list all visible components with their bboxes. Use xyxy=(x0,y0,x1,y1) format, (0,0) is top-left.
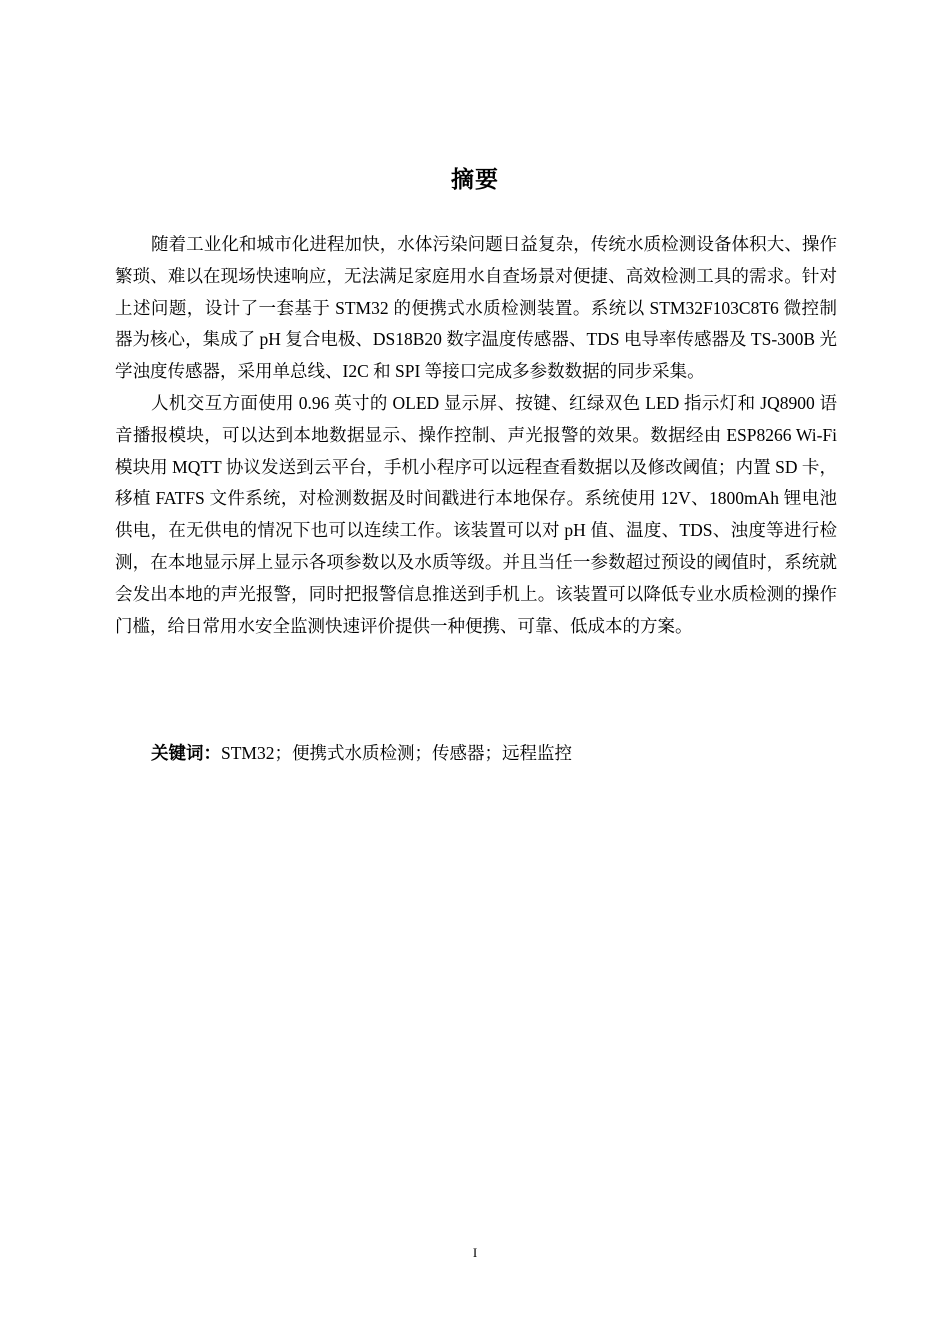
keywords-label: 关键词： xyxy=(151,744,221,764)
abstract-paragraph-2: 人机交互方面使用 0.96 英寸的 OLED 显示屏、按键、红绿双色 LED 指示灯和 JQ8900 语音播报模块，可以达到本地数据显示、操作控制、声光报警的效果。数据经由 ESP8266 Wi-Fi 模块用 MQTT 协议发送到云平台，手机小程序可以远程查看数据以及修改阈值；内置 SD 卡，移植 FATFS 文件系统，对检测数据及时间戳进行本地保存。系统使用 12V、1800mAh 锂电池供电，在无供电的情况下也可以连续工作。该装置可以对 pH 值、温度、TDS、浊度等进行检测，在本地显示屏上显示各项参数以及水质等级。并且当任一参数超过预设的阈值时，系统就会发出本地的声光报警，同时把报警信息推送到手机上。该装置可以降低专业水质检测的操作门槛，给日常用水安全监测快速评价提供一种便携、可靠、低成本的方案。 xyxy=(115,392,837,636)
keywords-text: STM32；便携式水质检测；传感器；远程监控 xyxy=(221,743,572,763)
abstract-title: 摘要 xyxy=(451,167,499,193)
abstract-paragraph-1: 随着工业化和城市化进程加快，水体污染问题日益复杂，传统水质检测设备体积大、操作繁琐、难以在现场快速响应，无法满足家庭用水自查场景对便捷、高效检测工具的需求。针对上述问题，设计了一套基于 STM32 的便携式水质检测装置。系统以 STM32F103C8T6 微控制器为核心，集成了 pH 复合电极、DS18B20 数字温度传感器、TDS 电导率传感器及 TS-300B 光学浊度传感器，采用单总线、I2C 和 SPI 等接口完成多参数数据的同步采集。 xyxy=(115,234,837,382)
page-number: I xyxy=(472,1245,478,1260)
abstract-body xyxy=(115,229,837,642)
keywords-line xyxy=(151,738,572,771)
